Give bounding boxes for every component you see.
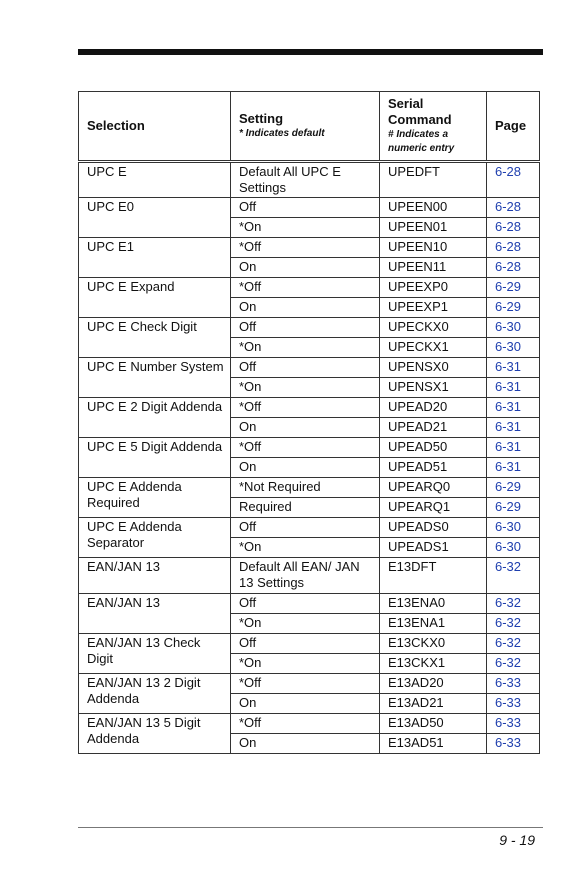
table-row <box>79 358 540 378</box>
page-link[interactable]: 6-31 <box>487 378 540 398</box>
command-cell: E13DFT <box>380 558 487 594</box>
page-link[interactable]: 6-32 <box>487 614 540 634</box>
top-rule <box>78 49 543 55</box>
setting-cell: Default All EAN/ JAN 13 Settings <box>231 558 380 594</box>
setting-cell: *Off <box>231 278 380 298</box>
page-link[interactable]: 6-30 <box>487 318 540 338</box>
table-row <box>79 594 540 614</box>
setting-cell: On <box>231 298 380 318</box>
page-link[interactable]: 6-29 <box>487 498 540 518</box>
selection-cell: UPC E 5 Digit Addenda <box>79 438 231 478</box>
selection-cell: EAN/JAN 13 5 Digit Addenda <box>79 714 231 754</box>
command-cell: UPEEN11 <box>380 258 487 278</box>
command-cell: UPEADS0 <box>380 518 487 538</box>
setting-cell: On <box>231 418 380 438</box>
page-link[interactable]: 6-30 <box>487 538 540 558</box>
command-cell: E13AD20 <box>380 674 487 694</box>
bottom-rule <box>78 827 543 828</box>
command-cell: E13ENA0 <box>380 594 487 614</box>
header-serial-note-1: # Indicates a <box>388 129 449 140</box>
setting-cell: *Off <box>231 438 380 458</box>
command-cell: UPEEXP0 <box>380 278 487 298</box>
setting-cell: *Off <box>231 398 380 418</box>
selection-cell: UPC E1 <box>79 238 231 278</box>
page-link[interactable]: 6-33 <box>487 734 540 754</box>
command-cell: UPEAD20 <box>380 398 487 418</box>
setting-cell: *Off <box>231 238 380 258</box>
command-cell: UPEEN00 <box>380 198 487 218</box>
command-cell: UPEADS1 <box>380 538 487 558</box>
command-cell: UPECKX1 <box>380 338 487 358</box>
command-cell: UPENSX0 <box>380 358 487 378</box>
command-cell: UPECKX0 <box>380 318 487 338</box>
selection-cell: UPC E Addenda Separator <box>79 518 231 558</box>
command-cell: UPEARQ0 <box>380 478 487 498</box>
command-cell: E13ENA1 <box>380 614 487 634</box>
setting-cell: Off <box>231 594 380 614</box>
table-row <box>79 318 540 338</box>
page-link[interactable]: 6-31 <box>487 358 540 378</box>
header-selection: Selection <box>79 92 231 162</box>
page-link[interactable]: 6-33 <box>487 694 540 714</box>
page-link[interactable]: 6-33 <box>487 714 540 734</box>
command-cell: E13AD50 <box>380 714 487 734</box>
table-row <box>79 518 540 538</box>
table-row <box>79 238 540 258</box>
setting-cell: *Off <box>231 714 380 734</box>
setting-cell: *On <box>231 538 380 558</box>
command-cell: E13CKX0 <box>380 634 487 654</box>
setting-cell: *Off <box>231 674 380 694</box>
setting-cell: Default All UPC E Settings <box>231 162 380 198</box>
page-link[interactable]: 6-28 <box>487 198 540 218</box>
header-serial-note-2: numeric entry <box>388 143 455 154</box>
page-link[interactable]: 6-32 <box>487 634 540 654</box>
command-cell: E13AD21 <box>380 694 487 714</box>
setting-cell: On <box>231 734 380 754</box>
setting-cell: *Not Required <box>231 478 380 498</box>
command-cell: UPEAD51 <box>380 458 487 478</box>
page-link[interactable]: 6-32 <box>487 594 540 614</box>
selection-cell: EAN/JAN 13 2 Digit Addenda <box>79 674 231 714</box>
page-link[interactable]: 6-33 <box>487 674 540 694</box>
command-cell: UPEAD50 <box>380 438 487 458</box>
command-cell: UPENSX1 <box>380 378 487 398</box>
command-cell: UPEAD21 <box>380 418 487 438</box>
table-header-row <box>79 92 540 162</box>
header-setting-note: * Indicates default <box>239 128 325 139</box>
setting-cell: *On <box>231 654 380 674</box>
command-cell: E13AD51 <box>380 734 487 754</box>
command-cell: E13CKX1 <box>380 654 487 674</box>
page-link[interactable]: 6-28 <box>487 162 540 198</box>
table-row <box>79 398 540 418</box>
table-row <box>79 478 540 498</box>
setting-cell: Off <box>231 358 380 378</box>
table-body <box>79 162 540 754</box>
page-link[interactable]: 6-28 <box>487 218 540 238</box>
command-cell: UPEEN01 <box>380 218 487 238</box>
command-cell: UPEDFT <box>380 162 487 198</box>
setting-cell: Off <box>231 518 380 538</box>
selection-cell: UPC E Expand <box>79 278 231 318</box>
setting-cell: *On <box>231 378 380 398</box>
selection-cell: UPC E <box>79 162 231 198</box>
command-cell: UPEEN10 <box>380 238 487 258</box>
page-number: 9 - 19 <box>499 832 535 848</box>
setting-cell: *On <box>231 218 380 238</box>
selection-cell: EAN/JAN 13 <box>79 594 231 634</box>
setting-cell: Off <box>231 198 380 218</box>
page-link[interactable]: 6-31 <box>487 458 540 478</box>
selection-cell: EAN/JAN 13 <box>79 558 231 594</box>
table-row <box>79 198 540 218</box>
page-link[interactable]: 6-30 <box>487 518 540 538</box>
page-link[interactable]: 6-29 <box>487 278 540 298</box>
table-row <box>79 558 540 594</box>
table-row <box>79 278 540 298</box>
selection-cell: UPC E Number System <box>79 358 231 398</box>
setting-cell: On <box>231 258 380 278</box>
setting-cell: Off <box>231 634 380 654</box>
page-link[interactable]: 6-30 <box>487 338 540 358</box>
setting-cell: Off <box>231 318 380 338</box>
table-row <box>79 634 540 654</box>
table-row <box>79 162 540 198</box>
setting-cell: *On <box>231 338 380 358</box>
page-link[interactable]: 6-31 <box>487 398 540 418</box>
setting-cell: On <box>231 458 380 478</box>
page-link[interactable]: 6-31 <box>487 438 540 458</box>
selection-cell: UPC E 2 Digit Addenda <box>79 398 231 438</box>
page-link[interactable]: 6-29 <box>487 298 540 318</box>
serial-command-table <box>78 91 540 754</box>
selection-cell: UPC E0 <box>79 198 231 238</box>
page-link[interactable]: 6-28 <box>487 258 540 278</box>
page-link[interactable]: 6-32 <box>487 558 540 594</box>
header-setting: Setting * Indicates default <box>231 92 380 162</box>
table-row <box>79 438 540 458</box>
header-page: Page <box>487 92 540 162</box>
setting-cell: *On <box>231 614 380 634</box>
selection-cell: EAN/JAN 13 Check Digit <box>79 634 231 674</box>
table-row <box>79 674 540 694</box>
command-cell: UPEEXP1 <box>380 298 487 318</box>
table-row <box>79 714 540 734</box>
page-link[interactable]: 6-28 <box>487 238 540 258</box>
setting-cell: Required <box>231 498 380 518</box>
page-link[interactable]: 6-29 <box>487 478 540 498</box>
header-serial-command: Serial Command # Indicates a numeric entry <box>380 92 487 162</box>
selection-cell: UPC E Check Digit <box>79 318 231 358</box>
setting-cell: On <box>231 694 380 714</box>
page-link[interactable]: 6-31 <box>487 418 540 438</box>
selection-cell: UPC E Addenda Required <box>79 478 231 518</box>
page-link[interactable]: 6-32 <box>487 654 540 674</box>
command-cell: UPEARQ1 <box>380 498 487 518</box>
